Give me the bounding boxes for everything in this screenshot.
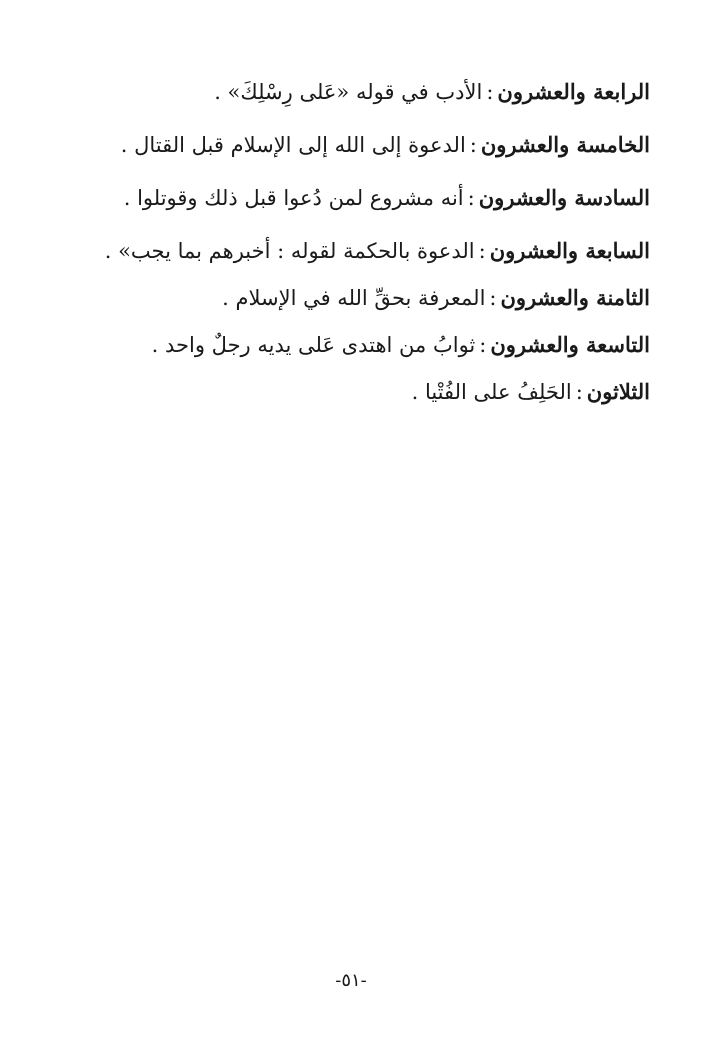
entry-29 (60, 329, 650, 361)
entry-text: المعرفة بحقِّ الله في الإسلام . (222, 286, 486, 310)
entry-27 (60, 235, 650, 267)
entry-25 (60, 129, 650, 161)
entry-text: الحَلِفُ على الفُتْيا . (411, 380, 572, 404)
entry-label: التاسعة والعشرون (490, 332, 650, 357)
entry-label: السابعة والعشرون (489, 238, 650, 263)
entry-text: الدعوة إلى الله إلى الإسلام قبل القتال . (120, 133, 466, 157)
entry-label: السادسة والعشرون (478, 185, 650, 210)
entry-text: ثوابُ من اهتدى عَلى يديه رجلٌ واحد . (151, 333, 476, 357)
entry-label: الثامنة والعشرون (500, 285, 650, 310)
entry-label: الرابعة والعشرون (497, 79, 650, 104)
entry-text: أنه مشروع لمن دُعوا قبل ذلك وقوتلوا . (123, 186, 464, 210)
entry-separator: : (478, 239, 486, 263)
entry-text: الدعوة بالحكمة لقوله : أخبرهم بما يجب» . (104, 239, 475, 263)
entry-26 (60, 182, 650, 214)
entry-separator: : (575, 380, 583, 404)
page-number: -٥١- (335, 970, 367, 991)
entry-label: الخامسة والعشرون (480, 132, 650, 157)
entry-separator: : (489, 286, 497, 310)
entry-separator: : (469, 133, 477, 157)
entry-label: الثلاثون (586, 379, 650, 404)
entries-list (60, 76, 650, 423)
entry-24 (60, 76, 650, 108)
entry-text: الأدب في قوله «عَلى رِسْلِكَ» . (214, 80, 483, 104)
entry-28 (60, 282, 650, 314)
entry-separator: : (467, 186, 475, 210)
entry-30 (60, 376, 650, 408)
entry-separator: : (486, 80, 494, 104)
entry-separator: : (479, 333, 487, 357)
